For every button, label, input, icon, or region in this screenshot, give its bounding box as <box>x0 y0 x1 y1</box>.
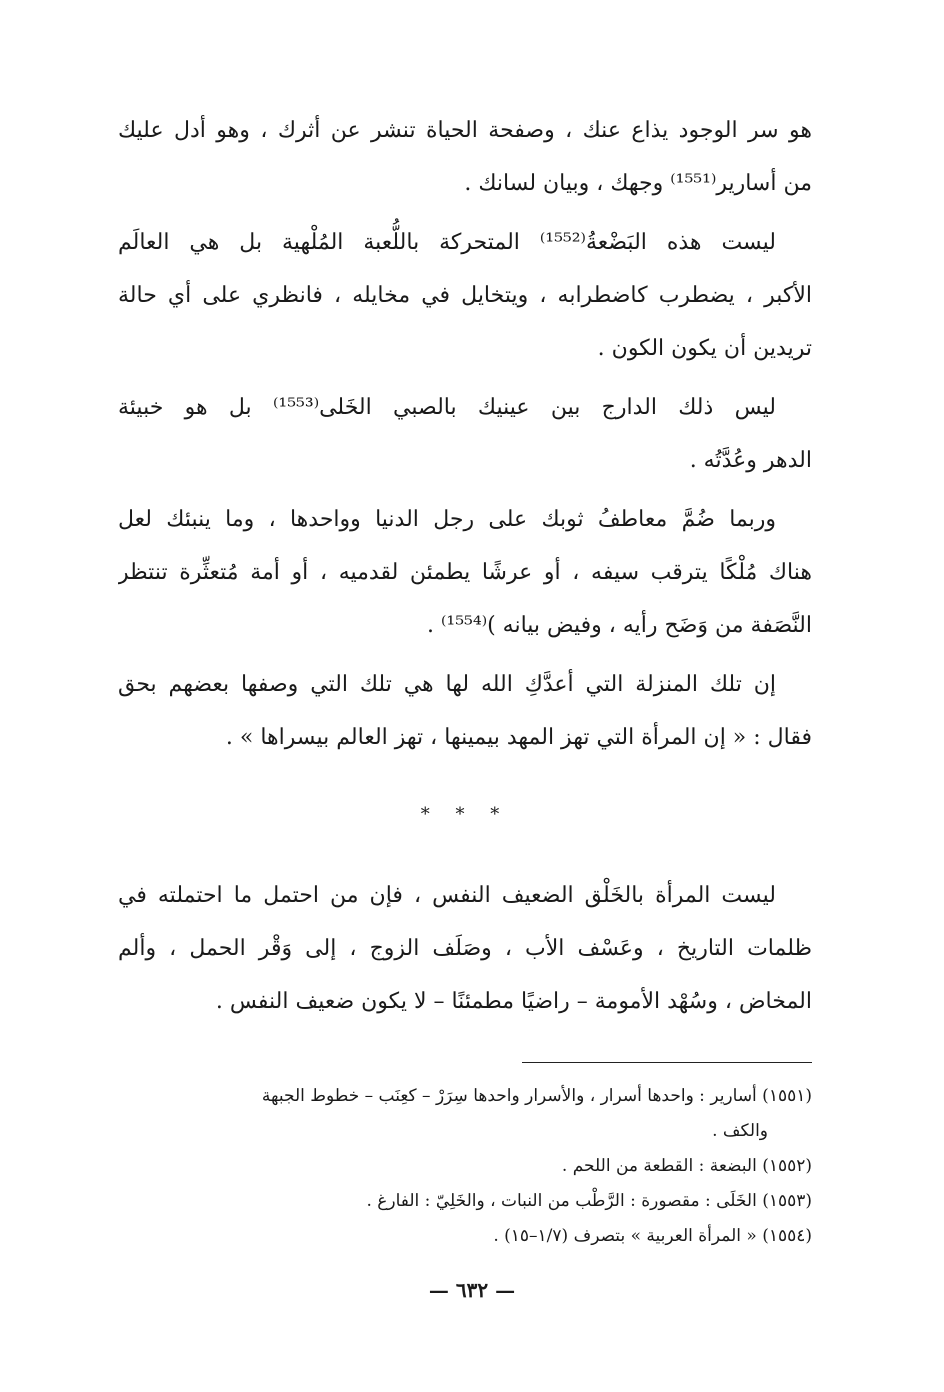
footnote-1554: (١٥٥٤) « المرأة العربية » بتصرف (١/٧–١٥) . <box>493 1226 812 1246</box>
paragraph-line: الدهر وعُدَّتُه . <box>689 448 812 473</box>
paragraph-line: تريدين أن يكون الكون . <box>597 336 812 361</box>
footnote-1551-continued: والكف . <box>712 1121 768 1141</box>
section-separator: * * * <box>420 804 510 825</box>
paragraph-line: إن تلك المنزلة التي أعدَّكِ الله لها هي تلك التي وصفها بعضهم بحق <box>118 672 776 697</box>
paragraph-line: وربما ضُمَّ معاطفُ ثوبك على رجل الدنيا وواحدها ، وما ينبئك لعل <box>118 507 776 532</box>
paragraph-line: من أسارير⁽¹⁵⁵¹⁾ وجهك ، وبيان لسانك . <box>464 171 812 196</box>
paragraph-5 <box>118 658 812 764</box>
paragraph-line: الأكبر ، يضطرب كاضطرابه ، ويتخايل في مخايله ، فانظري على أي حالة <box>118 283 812 308</box>
paragraph-line: ليس ذلك الدارج بين عينيك بالصبي الخَلى⁽¹⁵⁵³⁾ بل هو خبيئة <box>118 395 776 420</box>
paragraph-line: فقال : « إن المرأة التي تهز المهد بيمينها ، تهز العالم بيسراها » . <box>225 725 812 750</box>
paragraph-1 <box>118 104 812 210</box>
page-body <box>118 104 812 1364</box>
paragraph-line: هناك مُلْكًا يترقب سيفه ، أو عرشًا يطمئن لقدميه ، أو أمة مُتعثِّرة تنتظر <box>118 560 812 585</box>
footnotes <box>118 1079 812 1254</box>
paragraph-6 <box>118 869 812 1028</box>
paragraph-line: النَّصَفة من وَضَح رأيه ، وفيض بيانه )⁽¹⁵⁵⁴⁾ . <box>427 613 812 638</box>
footnote-1552: (١٥٥٢) البضعة : القطعة من اللحم . <box>561 1156 812 1176</box>
footnote-1553: (١٥٥٣) الخَلَى : مقصورة : الرَّطْب من النبات ، والخَلِيّ : الفارغ . <box>366 1191 812 1211</box>
paragraph-4 <box>118 493 812 652</box>
paragraph-line: ليست هذه البَضْعةُ⁽¹⁵⁵²⁾ المتحركة باللُّعبة المُلْهية بل هي العالَم <box>118 230 777 255</box>
footnote-1551: (١٥٥١) أسارير : واحدها أسرار ، والأسرار واحدها سِرَرْ – كعِنَب – خطوط الجبهة <box>261 1086 812 1106</box>
page-number: — ٦٣٢ — <box>428 1278 516 1302</box>
paragraph-2 <box>118 216 812 375</box>
paragraph-line: ليست المرأة بالخَلْق الضعيف النفس ، فإن من احتمل ما احتملته في <box>118 883 776 908</box>
paragraph-line: هو سر الوجود يذاع عنك ، وصفحة الحياة تنشر عن أثرك ، وهو أدل عليك <box>118 118 812 143</box>
footnote-divider <box>522 1062 812 1063</box>
paragraph-line: ظلمات التاريخ ، وعَسْف الأب ، وصَلَف الزوج ، إلى وَقْر الحمل ، وألم <box>118 936 812 961</box>
paragraph-3 <box>118 381 812 487</box>
paragraph-line: المخاض ، وسُهْد الأمومة – راضيًا مطمئنًا – لا يكون ضعيف النفس . <box>215 989 812 1014</box>
